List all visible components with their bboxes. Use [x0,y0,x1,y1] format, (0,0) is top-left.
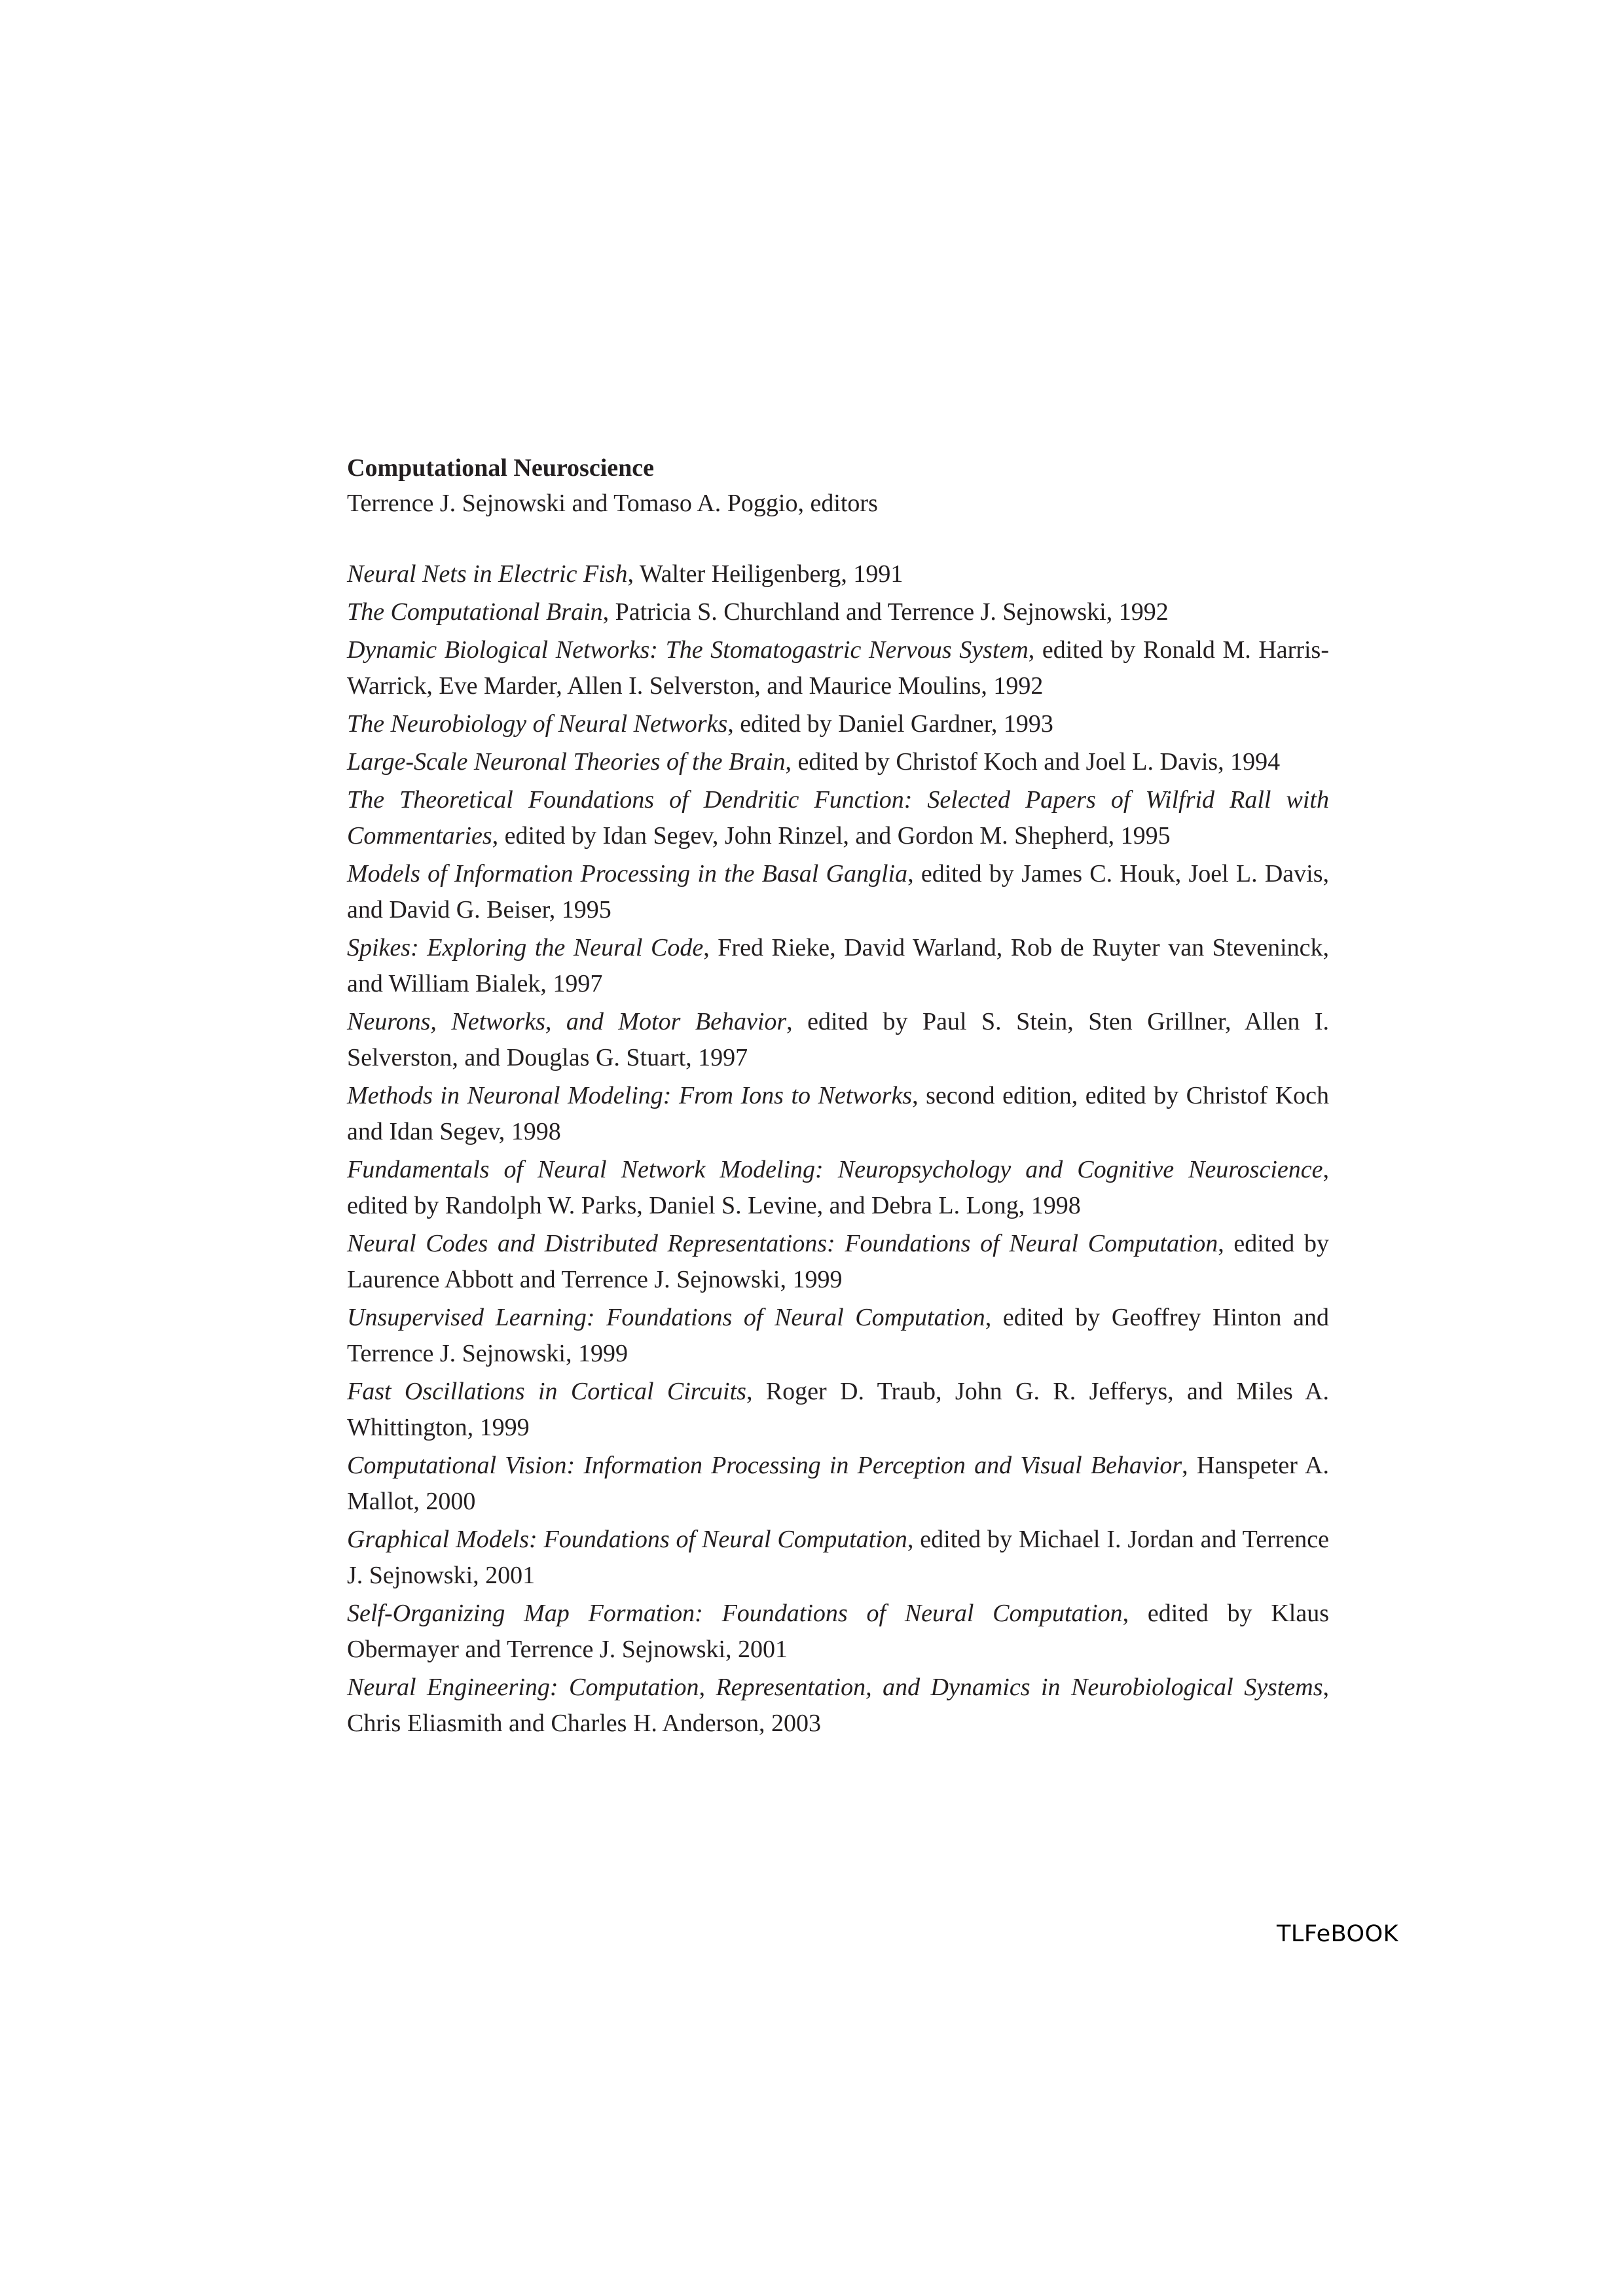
book-title: Large-Scale Neuronal Theories of the Brain [347,748,786,776]
book-details: , edited by Ronald M. Harris-Warrick, Eve Marder, Allen I. Selverston, and Maurice Moulins, 1992 [347,636,1329,700]
book-title: Fast Oscillations in Cortical Circuits [347,1378,746,1405]
book-entry [347,856,1329,928]
book-entry [347,594,1329,630]
book-details: , Walter Heiligenberg, 1991 [627,560,903,588]
series-editors: Terrence J. Sejnowski and Tomaso A. Poggio, editors [347,490,878,517]
book-title: Models of Information Processing in the Basal Ganglia [347,860,908,888]
book-entry [347,1078,1329,1150]
book-details: , edited by Paul S. Stein, Sten Grillner, Allen I. Selverston, and Douglas G. Stuart, 1997 [347,1008,1329,1071]
book-details: , Patricia S. Churchland and Terrence J. Sejnowski, 1992 [602,598,1169,626]
book-details: , edited by Christof Koch and Joel L. Davis, 1994 [785,748,1281,776]
book-title: The Neurobiology of Neural Networks [347,710,728,738]
book-details: , edited by Laurence Abbott and Terrence J. Sejnowski, 1999 [347,1230,1329,1293]
book-title: Neurons, Networks, and Motor Behavior [347,1008,787,1035]
book-entry [347,1004,1329,1076]
book-title: The Computational Brain [347,598,603,626]
book-title: Unsupervised Learning: Foundations of Neural Computation [347,1304,985,1331]
book-entry [347,1448,1329,1520]
book-title: Dynamic Biological Networks: The Stomatogastric Nervous System [347,636,1029,664]
book-details: , edited by Michael I. Jordan and Terrence J. Sejnowski, 2001 [347,1526,1329,1589]
book-details: , Chris Eliasmith and Charles H. Anderson, 2003 [347,1674,1329,1737]
book-title: Fundamentals of Neural Network Modeling: Neuropsychology and Cognitive Neuroscience [347,1156,1323,1183]
book-details: , second edition, edited by Christof Koch and Idan Segev, 1998 [347,1082,1330,1145]
book-details: , edited by James C. Houk, Joel L. Davis, and David G. Beiser, 1995 [347,860,1329,924]
book-details: , Fred Rieke, David Warland, Rob de Ruyter van Steveninck, and William Bialek, 1997 [347,934,1329,997]
book-details: , edited by Daniel Gardner, 1993 [727,710,1053,738]
book-details: , edited by Randolph W. Parks, Daniel S. Levine, and Debra L. Long, 1998 [347,1156,1329,1219]
book-entry [347,1522,1329,1594]
book-details: , Roger D. Traub, John G. R. Jefferys, and Miles A. Whittington, 1999 [347,1378,1329,1441]
book-entry [347,1300,1329,1372]
book-entry [347,1152,1329,1224]
book-title: Neural Codes and Distributed Representations: Foundations of Neural Computation [347,1230,1218,1257]
series-page [347,450,1329,1744]
book-details: , edited by Idan Segev, John Rinzel, and Gordon M. Shepherd, 1995 [492,822,1171,850]
book-entry [347,744,1329,780]
book-title: Self-Organizing Map Formation: Foundations of Neural Computation [347,1600,1123,1627]
book-entry [347,556,1329,592]
book-title: Graphical Models: Foundations of Neural Computation [347,1526,907,1553]
book-title: Spikes: Exploring the Neural Code [347,934,704,961]
book-entry [347,1596,1329,1668]
book-title: Methods in Neuronal Modeling: From Ions to Networks [347,1082,913,1109]
book-entry [347,632,1329,704]
book-entry [347,1670,1329,1742]
book-title: Computational Vision: Information Processing in Perception and Visual Behavior [347,1452,1182,1479]
book-entry [347,1226,1329,1298]
book-entry [347,782,1329,854]
book-details: , edited by Geoffrey Hinton and Terrence J. Sejnowski, 1999 [347,1304,1329,1367]
book-title: Neural Nets in Electric Fish [347,560,628,588]
book-list [347,556,1329,1742]
book-title: The Theoretical Foundations of Dendritic Function: Selected Papers of Wilfrid Rall with Commentaries [347,786,1329,850]
watermark-text: TLFeBOOK [1277,1921,1399,1947]
book-title: Neural Engineering: Computation, Representation, and Dynamics in Neurobiological Systems [347,1674,1323,1701]
book-details: , edited by Klaus Obermayer and Terrence J. Sejnowski, 2001 [347,1600,1329,1663]
series-title: Computational Neuroscience [347,454,654,482]
book-entry [347,706,1329,742]
book-entry [347,930,1329,1002]
book-details: , Hanspeter A. Mallot, 2000 [347,1452,1329,1515]
book-entry [347,1374,1329,1446]
